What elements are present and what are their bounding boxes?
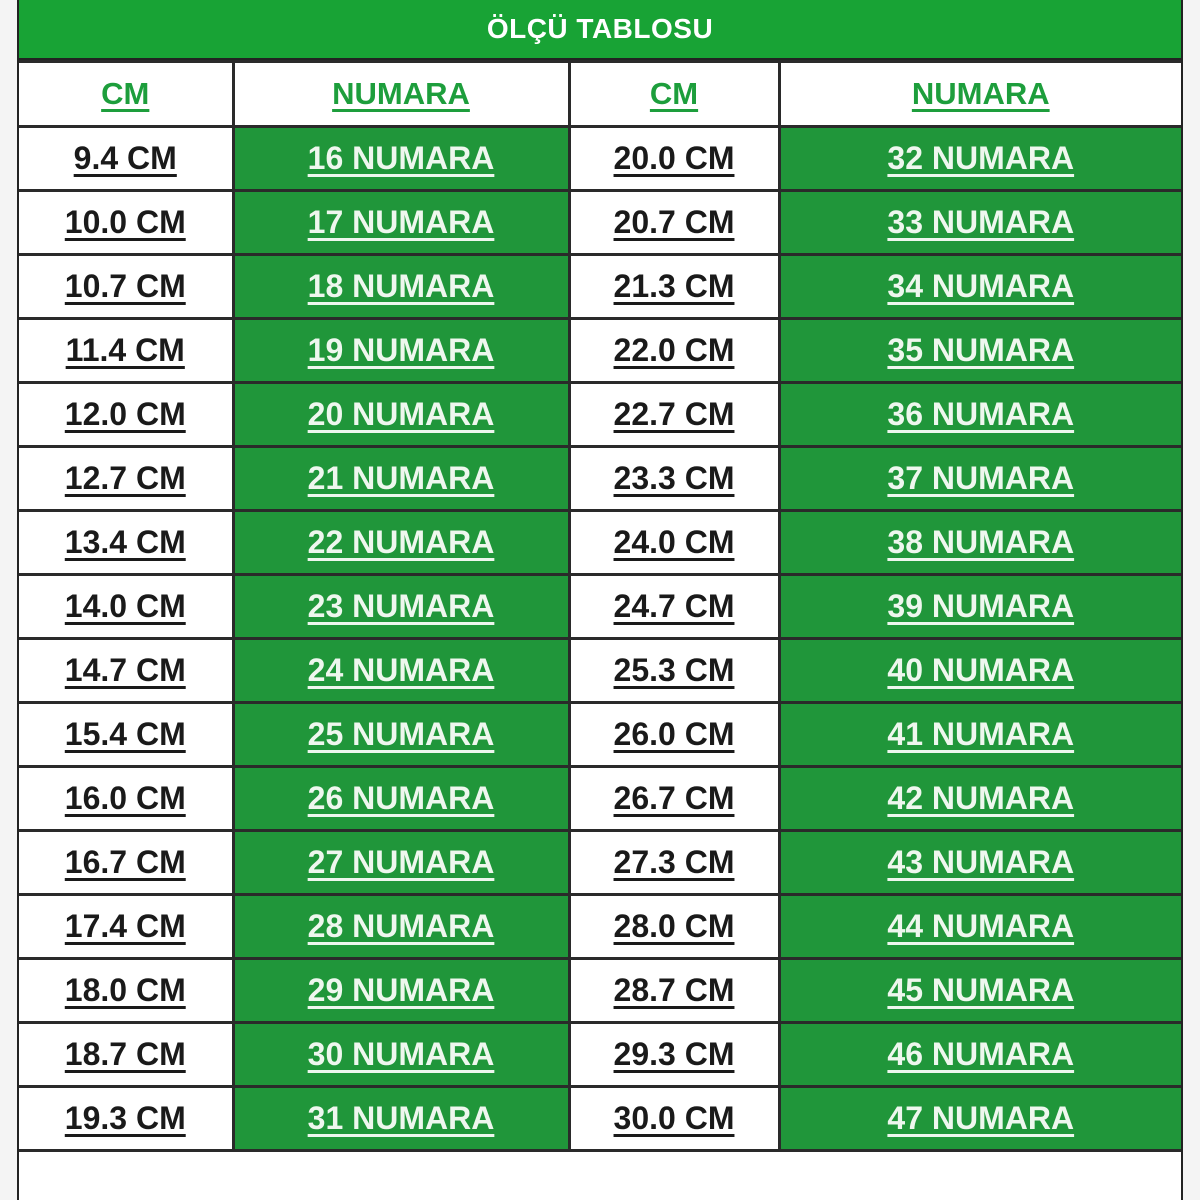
numara-cell: 40 NUMARA <box>779 639 1181 703</box>
numara-cell: 28 NUMARA <box>233 895 569 959</box>
numara-cell: 27 NUMARA <box>233 831 569 895</box>
numara-cell: 30 NUMARA <box>233 1023 569 1087</box>
numara-cell: 25 NUMARA <box>233 703 569 767</box>
cm-cell: 24.7 CM <box>569 575 779 639</box>
numara-cell: 32 NUMARA <box>779 127 1181 191</box>
cm-cell: 15.4 CM <box>19 703 233 767</box>
cm-cell: 20.0 CM <box>569 127 779 191</box>
table-row <box>19 511 1181 575</box>
cm-cell: 26.7 CM <box>569 767 779 831</box>
numara-cell: 38 NUMARA <box>779 511 1181 575</box>
table-header <box>19 62 1181 127</box>
numara-cell: 35 NUMARA <box>779 319 1181 383</box>
cm-cell: 29.3 CM <box>569 1023 779 1087</box>
cm-cell: 23.3 CM <box>569 447 779 511</box>
cm-cell: 27.3 CM <box>569 831 779 895</box>
table-row <box>19 319 1181 383</box>
cm-cell: 17.4 CM <box>19 895 233 959</box>
table-row <box>19 1087 1181 1151</box>
table-body <box>19 127 1181 1151</box>
size-chart <box>17 0 1183 1200</box>
numara-cell: 39 NUMARA <box>779 575 1181 639</box>
cm-cell: 16.0 CM <box>19 767 233 831</box>
table-row <box>19 1023 1181 1087</box>
header-numara-2: NUMARA <box>779 62 1181 127</box>
numara-cell: 33 NUMARA <box>779 191 1181 255</box>
table-row <box>19 575 1181 639</box>
numara-cell: 45 NUMARA <box>779 959 1181 1023</box>
table-row <box>19 255 1181 319</box>
numara-cell: 43 NUMARA <box>779 831 1181 895</box>
cm-cell: 18.7 CM <box>19 1023 233 1087</box>
table-row <box>19 383 1181 447</box>
table-row <box>19 767 1181 831</box>
cm-cell: 22.7 CM <box>569 383 779 447</box>
cm-cell: 22.0 CM <box>569 319 779 383</box>
numara-cell: 23 NUMARA <box>233 575 569 639</box>
numara-cell: 47 NUMARA <box>779 1087 1181 1151</box>
table-row <box>19 959 1181 1023</box>
numara-cell: 31 NUMARA <box>233 1087 569 1151</box>
table-row <box>19 447 1181 511</box>
cm-cell: 26.0 CM <box>569 703 779 767</box>
cm-cell: 19.3 CM <box>19 1087 233 1151</box>
numara-cell: 36 NUMARA <box>779 383 1181 447</box>
numara-cell: 26 NUMARA <box>233 767 569 831</box>
cm-cell: 30.0 CM <box>569 1087 779 1151</box>
cm-cell: 24.0 CM <box>569 511 779 575</box>
table-row <box>19 895 1181 959</box>
cm-cell: 14.7 CM <box>19 639 233 703</box>
table-row <box>19 639 1181 703</box>
cm-cell: 10.0 CM <box>19 191 233 255</box>
size-table <box>19 60 1181 1152</box>
numara-cell: 16 NUMARA <box>233 127 569 191</box>
numara-cell: 24 NUMARA <box>233 639 569 703</box>
cm-cell: 16.7 CM <box>19 831 233 895</box>
numara-cell: 34 NUMARA <box>779 255 1181 319</box>
cm-cell: 9.4 CM <box>19 127 233 191</box>
header-numara-1: NUMARA <box>233 62 569 127</box>
numara-cell: 18 NUMARA <box>233 255 569 319</box>
cm-cell: 14.0 CM <box>19 575 233 639</box>
numara-cell: 19 NUMARA <box>233 319 569 383</box>
numara-cell: 29 NUMARA <box>233 959 569 1023</box>
numara-cell: 41 NUMARA <box>779 703 1181 767</box>
cm-cell: 20.7 CM <box>569 191 779 255</box>
header-cm-1: CM <box>19 62 233 127</box>
numara-cell: 17 NUMARA <box>233 191 569 255</box>
header-row <box>19 62 1181 127</box>
cm-cell: 28.0 CM <box>569 895 779 959</box>
numara-cell: 42 NUMARA <box>779 767 1181 831</box>
numara-cell: 21 NUMARA <box>233 447 569 511</box>
numara-cell: 20 NUMARA <box>233 383 569 447</box>
table-row <box>19 127 1181 191</box>
cm-cell: 28.7 CM <box>569 959 779 1023</box>
header-cm-2: CM <box>569 62 779 127</box>
table-row <box>19 831 1181 895</box>
cm-cell: 11.4 CM <box>19 319 233 383</box>
numara-cell: 22 NUMARA <box>233 511 569 575</box>
cm-cell: 25.3 CM <box>569 639 779 703</box>
cm-cell: 21.3 CM <box>569 255 779 319</box>
cm-cell: 13.4 CM <box>19 511 233 575</box>
numara-cell: 46 NUMARA <box>779 1023 1181 1087</box>
numara-cell: 44 NUMARA <box>779 895 1181 959</box>
cm-cell: 12.0 CM <box>19 383 233 447</box>
cm-cell: 12.7 CM <box>19 447 233 511</box>
table-row <box>19 703 1181 767</box>
chart-title: ÖLÇÜ TABLOSU <box>19 0 1181 60</box>
table-row <box>19 191 1181 255</box>
numara-cell: 37 NUMARA <box>779 447 1181 511</box>
cm-cell: 10.7 CM <box>19 255 233 319</box>
cm-cell: 18.0 CM <box>19 959 233 1023</box>
